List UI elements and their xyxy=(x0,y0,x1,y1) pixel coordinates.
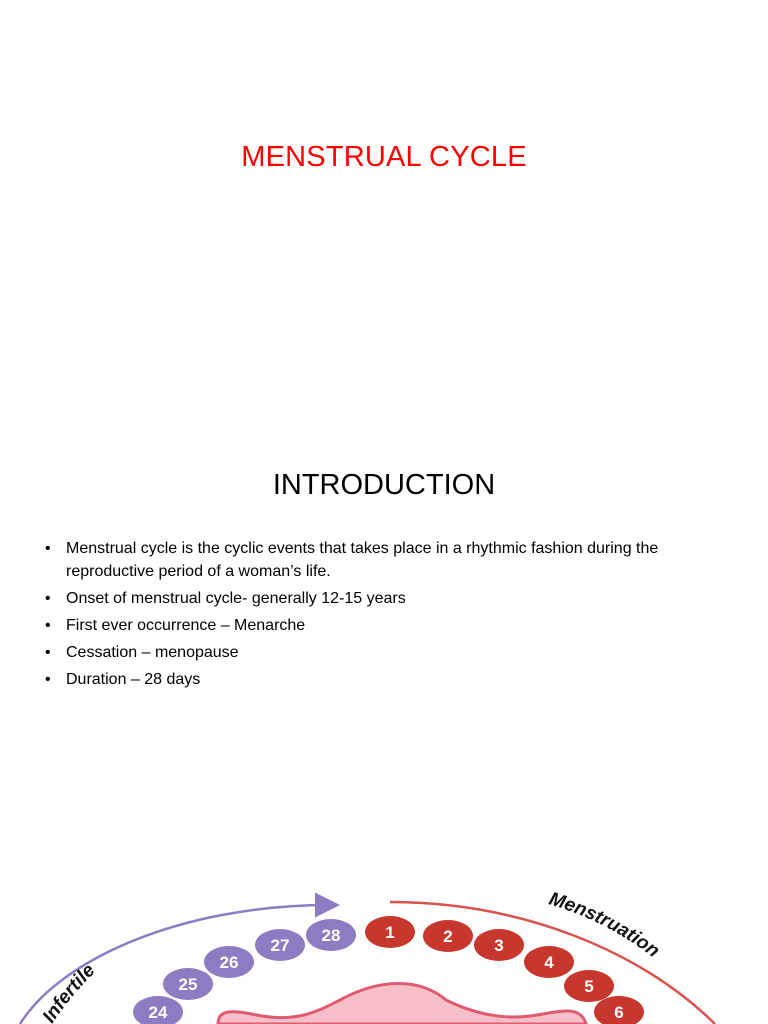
day-marker xyxy=(365,916,415,948)
bullet-text: First ever occurrence – Menarche xyxy=(66,617,306,634)
bullet-marker: • xyxy=(45,617,51,634)
title-slide xyxy=(0,0,768,420)
cycle-diagram xyxy=(0,440,768,1024)
day-number: 5 xyxy=(584,977,594,996)
day-marker xyxy=(306,919,356,951)
day-marker xyxy=(524,946,574,978)
day-marker xyxy=(133,996,183,1024)
bullet-marker: • xyxy=(45,540,51,557)
bullet-text: Cessation – menopause xyxy=(66,644,239,661)
day-number: 1 xyxy=(385,923,395,942)
day-marker xyxy=(564,970,614,1002)
day-number: 4 xyxy=(544,953,554,972)
slide-heading: INTRODUCTION xyxy=(272,469,496,501)
bullet-text: Menstrual cycle is the cyclic events that takes place in a rhythmic fashion during the reproductive period of a woman’s life. xyxy=(66,540,659,580)
day-number: 2 xyxy=(443,927,453,946)
bullet-marker: • xyxy=(45,671,51,688)
infertile-label: Infertile xyxy=(38,959,100,1024)
day-marker xyxy=(423,920,473,952)
bullet-marker: • xyxy=(45,590,51,607)
bullet-marker: • xyxy=(45,644,51,661)
day-number: 25 xyxy=(178,975,198,994)
day-marker xyxy=(255,929,305,961)
day-number: 6 xyxy=(614,1003,624,1022)
day-number: 28 xyxy=(321,926,341,945)
day-marker xyxy=(204,946,254,978)
day-marker xyxy=(474,929,524,961)
day-number: 24 xyxy=(148,1003,168,1022)
uterus-shape xyxy=(218,984,586,1024)
day-marker xyxy=(594,996,644,1024)
bullet-text: Duration – 28 days xyxy=(66,671,201,688)
menstruation-label: Menstruation xyxy=(546,888,664,962)
day-number: 3 xyxy=(494,936,504,955)
day-marker xyxy=(163,968,213,1000)
bullet-text: Onset of menstrual cycle- generally 12-15 years xyxy=(66,590,406,607)
day-number: 27 xyxy=(270,936,290,955)
slide-title: MENSTRUAL CYCLE xyxy=(241,141,527,173)
day-number: 26 xyxy=(219,953,239,972)
